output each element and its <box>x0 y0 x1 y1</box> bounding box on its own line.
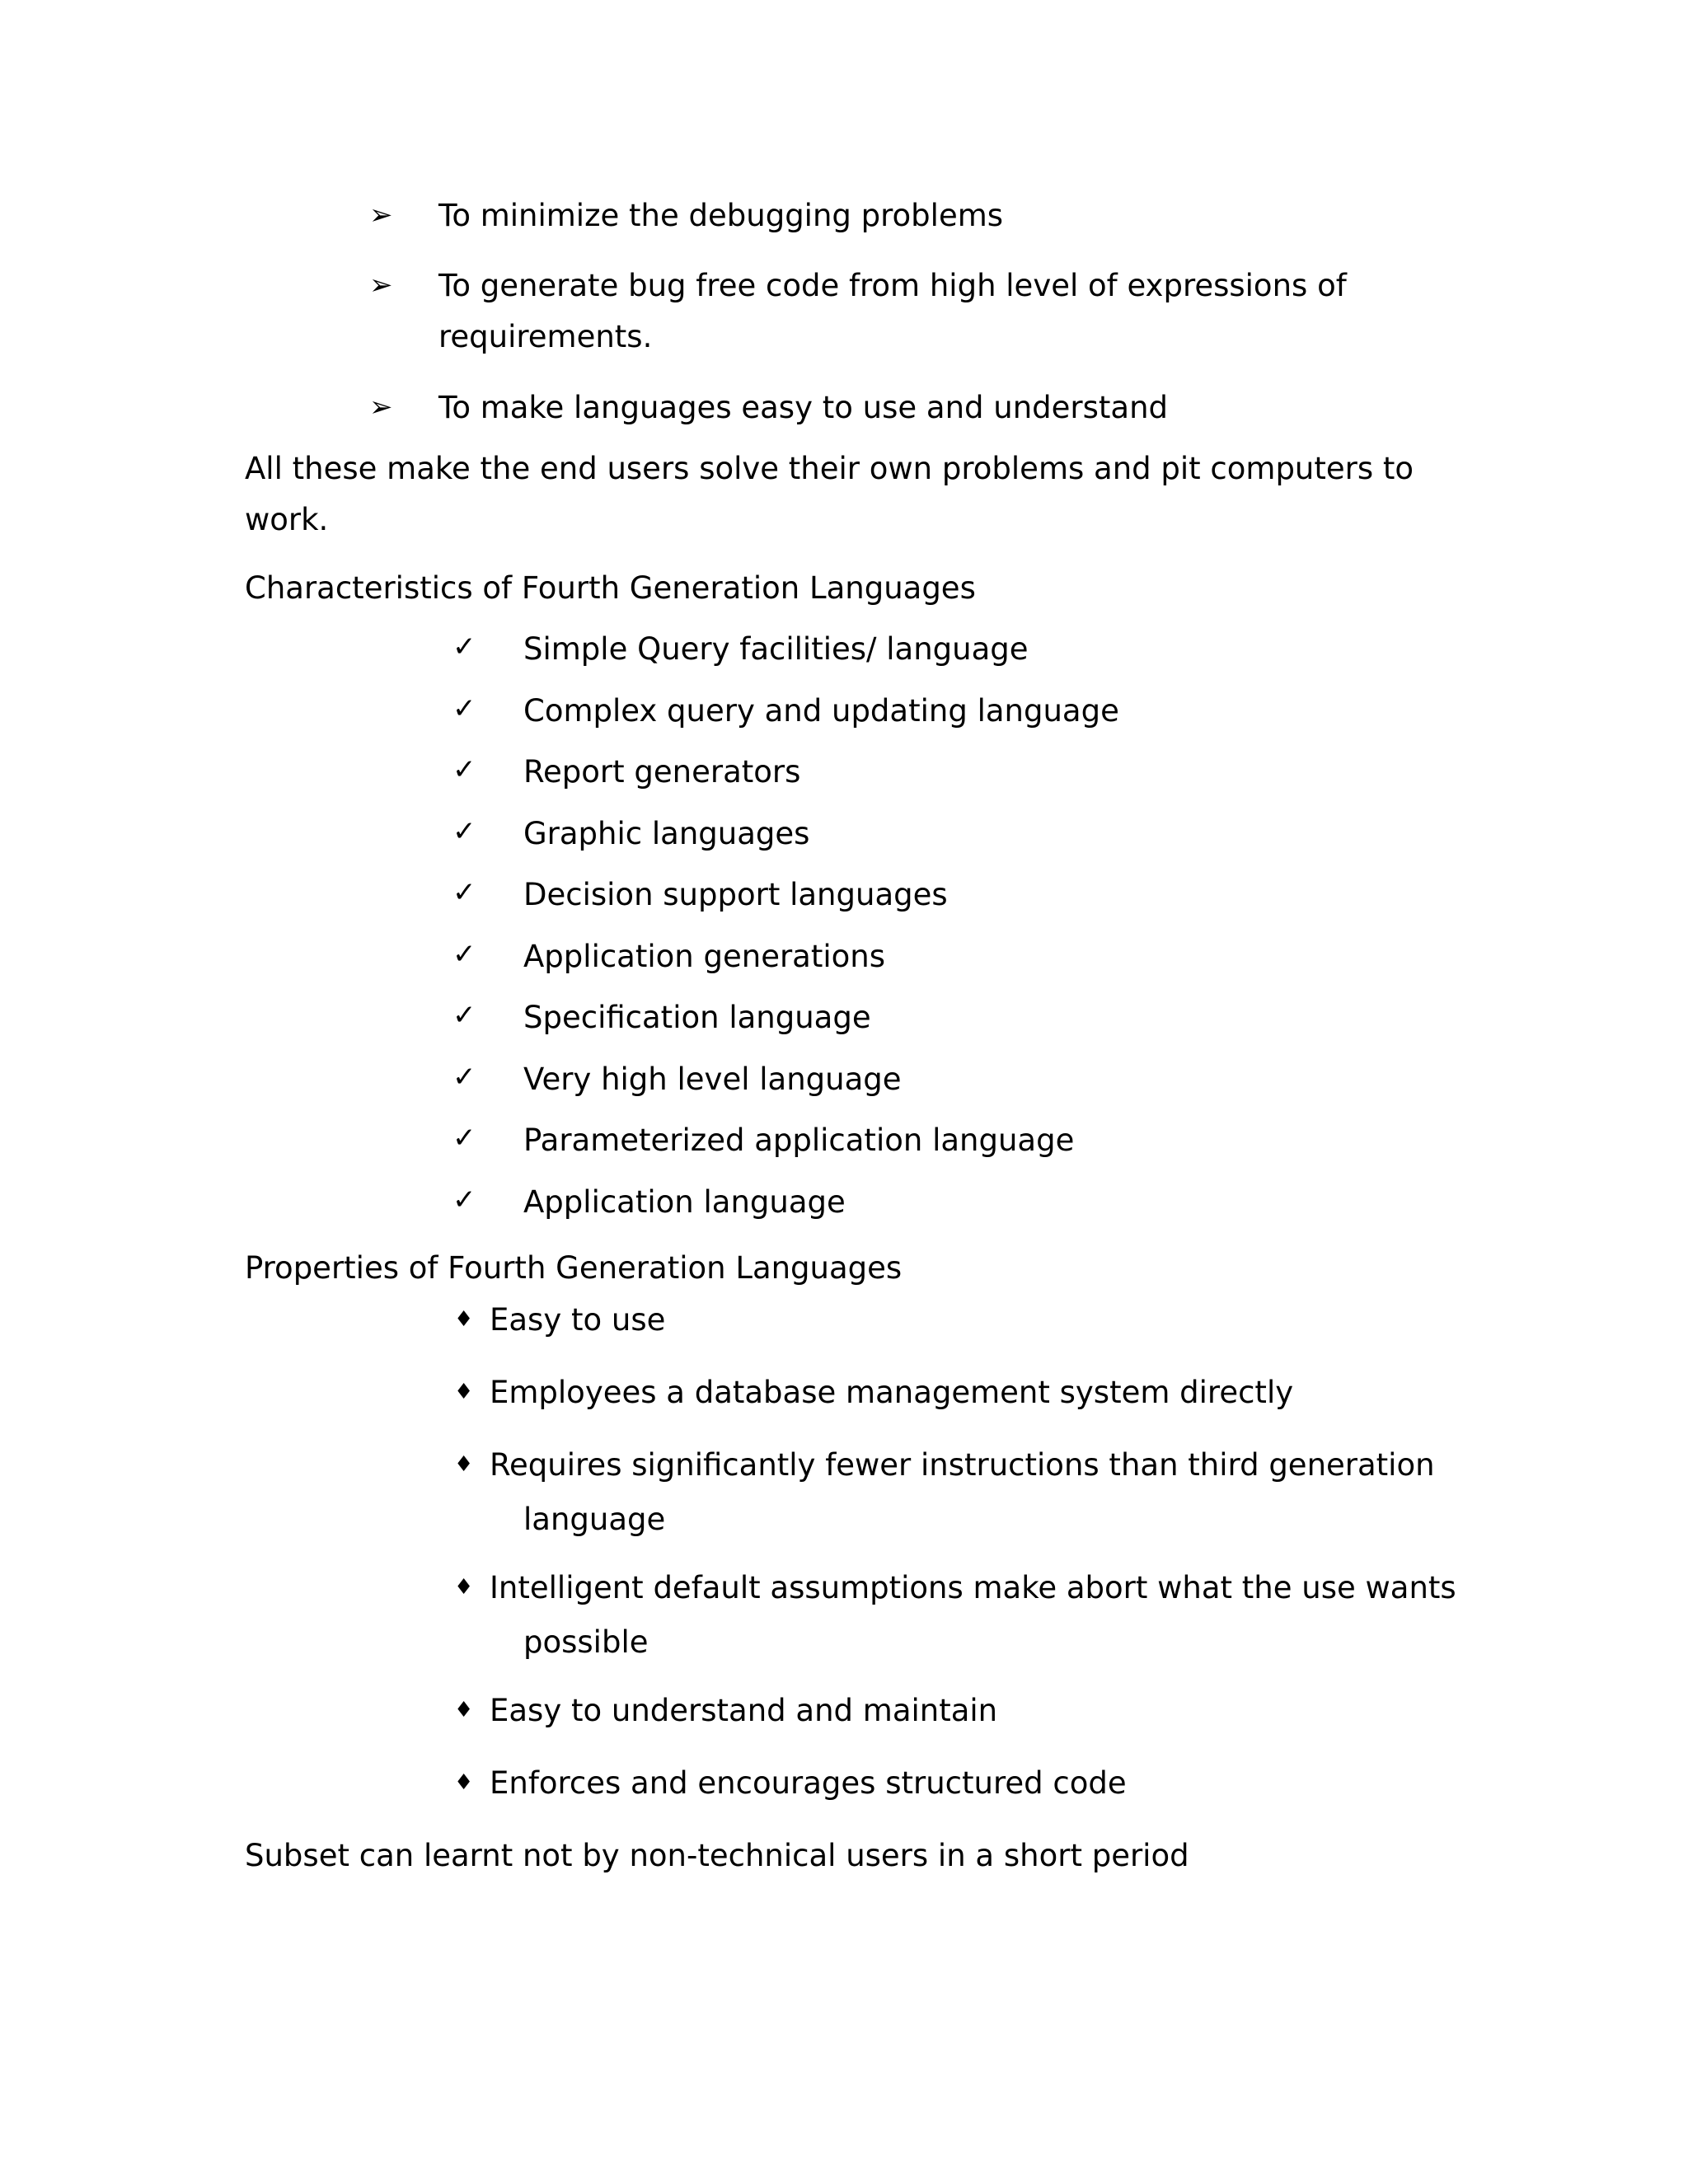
check-mark-icon: ✓ <box>452 815 476 848</box>
goal-item-line: requirements. <box>438 319 653 354</box>
diamond-bullet-icon: ♦ <box>454 1452 474 1477</box>
list-item-line: language <box>523 1502 666 1537</box>
list-item: Report generators <box>523 754 801 790</box>
arrowhead-bullet-icon: ➢ <box>369 391 393 424</box>
diamond-bullet-icon: ♦ <box>454 1770 474 1795</box>
list-item: Decision support languages <box>523 877 948 912</box>
paragraph-line: All these make the end users solve their own problems and pit computers to <box>245 451 1414 486</box>
list-item: Specification language <box>523 1000 871 1035</box>
goal-item-line: To make languages easy to use and understand <box>438 390 1169 425</box>
diamond-bullet-icon: ♦ <box>454 1698 474 1722</box>
check-mark-icon: ✓ <box>452 938 476 971</box>
characteristics-heading: Characteristics of Fourth Generation Languages <box>245 570 976 606</box>
arrowhead-bullet-icon: ➢ <box>369 199 393 232</box>
diamond-bullet-icon: ♦ <box>454 1307 474 1332</box>
list-item: Graphic languages <box>523 816 810 851</box>
properties-heading: Properties of Fourth Generation Languages <box>245 1250 903 1286</box>
list-item-line: Requires significantly fewer instructions than third generation <box>490 1447 1435 1483</box>
list-item: Application generations <box>523 939 885 974</box>
paragraph-line: work. <box>245 502 329 537</box>
list-item: Complex query and updating language <box>523 693 1119 729</box>
list-item-line: Intelligent default assumptions make abort what the use wants <box>490 1570 1456 1605</box>
arrowhead-bullet-icon: ➢ <box>369 269 393 302</box>
check-mark-icon: ✓ <box>452 630 476 663</box>
list-item: Parameterized application language <box>523 1122 1075 1158</box>
check-mark-icon: ✓ <box>452 1061 476 1094</box>
check-mark-icon: ✓ <box>452 999 476 1032</box>
check-mark-icon: ✓ <box>452 876 476 909</box>
check-mark-icon: ✓ <box>452 1183 476 1216</box>
list-item-line: Easy to use <box>490 1302 666 1338</box>
check-mark-icon: ✓ <box>452 753 476 786</box>
goal-item-line: To minimize the debugging problems <box>438 198 1004 233</box>
diamond-bullet-icon: ♦ <box>454 1380 474 1404</box>
check-mark-icon: ✓ <box>452 1122 476 1155</box>
list-item: Application language <box>523 1184 846 1220</box>
list-item-line: Easy to understand and maintain <box>490 1693 998 1728</box>
check-mark-icon: ✓ <box>452 692 476 725</box>
list-item-line: possible <box>523 1624 649 1660</box>
closing-line: Subset can learnt not by non-technical users in a short period <box>245 1838 1189 1873</box>
list-item: Simple Query facilities/ language <box>523 631 1029 667</box>
list-item-line: Employees a database management system directly <box>490 1375 1294 1410</box>
diamond-bullet-icon: ♦ <box>454 1575 474 1600</box>
list-item: Very high level language <box>523 1062 902 1097</box>
list-item-line: Enforces and encourages structured code <box>490 1765 1127 1801</box>
goal-item-line: To generate bug free code from high level of expressions of <box>438 268 1347 303</box>
